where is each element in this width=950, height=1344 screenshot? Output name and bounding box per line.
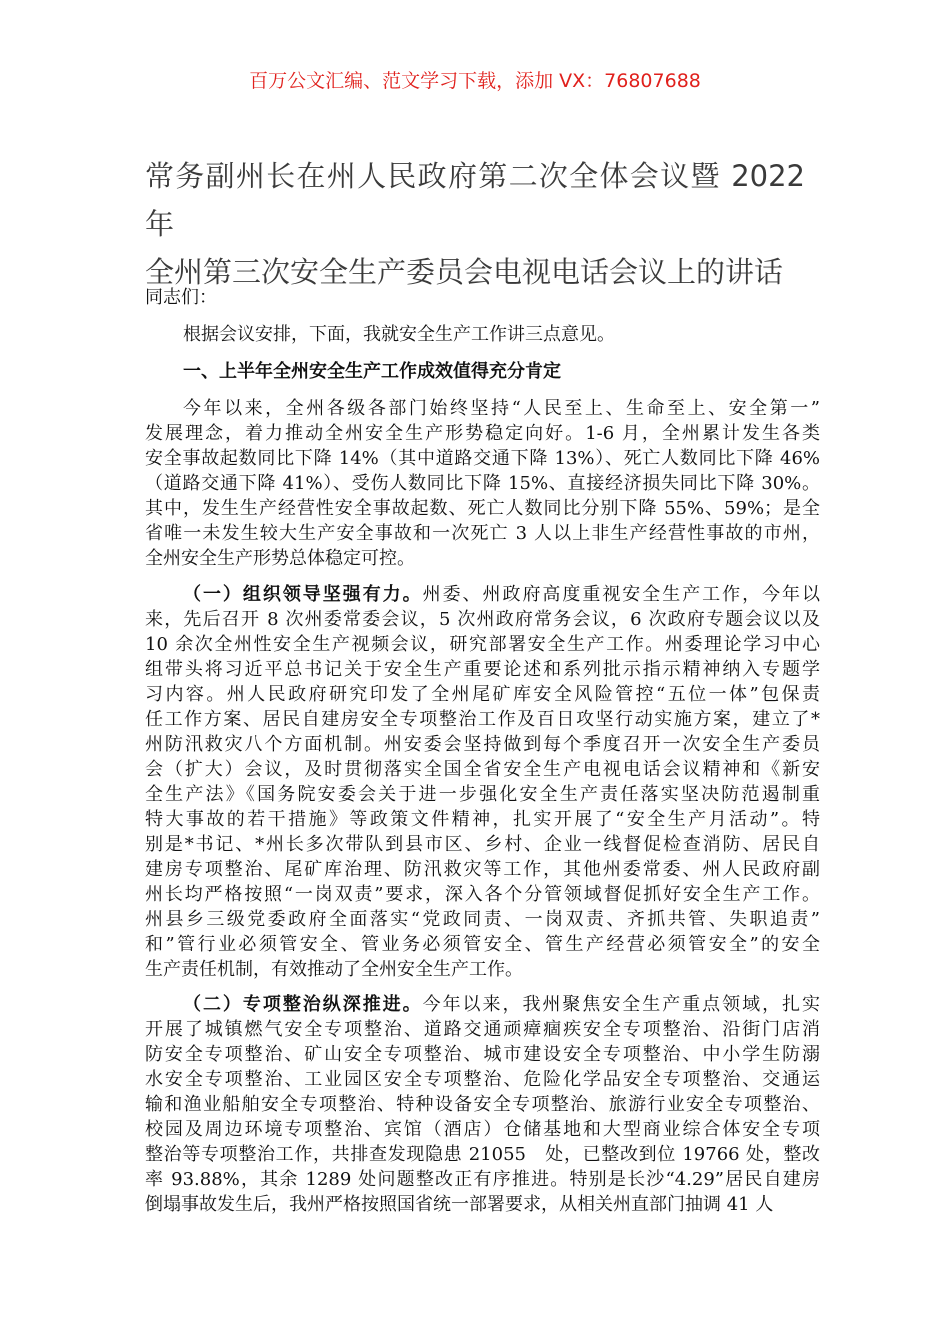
line-text: 州委、州政府高度重视安全生产工作，今年以 <box>422 584 821 605</box>
paragraph-line: 州防汛救灾八个方面机制。州安委会坚持做到每个季度召开一次安全生产委员 <box>145 734 820 755</box>
paragraph-line: 倒塌事故发生后，我州严格按照国省统一部署要求，从相关州直部门抽调 41 人 <box>145 1194 774 1215</box>
paragraph-line: 任工作方案、居民自建房安全专项整治工作及百日攻坚行动实施方案，建立了* <box>145 709 820 730</box>
heading-text: 一、上半年全州安全生产工作成效值得充分肯定 <box>183 361 561 382</box>
paragraph-line: 整治等专项整治工作，共排查发现隐患 21055 处，已整改到位 19766 处，整改 <box>145 1144 820 1165</box>
paragraph-line: 建房专项整治、尾矿库治理、防汛救灾等工作，其他州委常委、州人民政府副 <box>145 859 820 880</box>
paragraph-line: 组带头将习近平总书记关于安全生产重要论述和系列批示指示精神纳入专题学 <box>145 659 820 680</box>
paragraph-line: 防安全专项整治、矿山安全专项整治、城市建设安全专项整治、中小学生防溺 <box>145 1044 820 1065</box>
paragraph-line: 州长均严格按照“一岗双责”要求，深入各个分管领域督促抓好安全生产工作。 <box>145 884 820 905</box>
intro-paragraph <box>145 322 820 347</box>
watermark-banner: 百万公文汇编、范文学习下载，添加 VX：76807688 <box>249 70 701 92</box>
paragraph-line: 州县乡三级党委政府全面落实“党政同责、一岗双责、齐抓共管、失职追责” <box>145 909 820 930</box>
paragraph-line <box>145 992 820 1017</box>
paragraph-line: 安全事故起数同比下降 14%（其中道路交通下降 13%）、死亡人数同比下降 46% <box>145 448 820 469</box>
paragraph-line: 今年以来，全州各级各部门始终坚持“人民至上、生命至上、安全第一” <box>183 398 820 419</box>
paragraph-line: 发展理念，着力推动全州安全生产形势稳定向好。1-6 月，全州累计发生各类 <box>145 423 820 444</box>
title-line: 全州第三次安全生产委员会电视电话会议上的讲话 <box>145 255 784 289</box>
paragraph-line: 输和渔业船舶安全专项整治、特种设备安全专项整治、旅游行业安全专项整治、 <box>145 1094 820 1115</box>
paragraph-line: 率 93.88%，其余 1289 处问题整改正有序推进。特别是长沙“4.29”居民自建房 <box>145 1169 820 1190</box>
paragraph-line: 校园及周边环境专项整治、宾馆（酒店）仓储基地和大型商业综合体安全专项 <box>145 1119 820 1140</box>
subheading-lead: （一）组织领导坚强有力。 <box>183 584 423 605</box>
paragraph-line <box>145 582 820 607</box>
line-text: 今年以来，我州聚焦安全生产重点领域，扎实 <box>422 994 821 1015</box>
paragraph-line: 生产责任机制，有效推动了全州安全生产工作。 <box>145 959 523 980</box>
salutation-text: 同志们： <box>145 287 217 308</box>
paragraph-line: 别是*书记、*州长多次带队到县市区、乡村、企业一线督促检查消防、居民自 <box>145 834 820 855</box>
salutation <box>145 285 820 310</box>
section-heading-1 <box>145 359 820 384</box>
paragraph-line: 来，先后召开 8 次州委常委会议，5 次州政府常务会议，6 次政府专题会议以及 <box>145 609 820 630</box>
title-line: 常务副州长在州人民政府第二次全体会议暨 2022 年 <box>145 159 805 241</box>
paragraph-line: 10 余次全州性安全生产视频会议，研究部署安全生产工作。州委理论学习中心 <box>145 634 820 655</box>
paragraph-line: 全州安全生产形势总体稳定可控。 <box>145 548 415 569</box>
paragraph-line: 会（扩大）会议，及时贯彻落实全国全省安全生产电视电话会议精神和《新安 <box>145 759 820 780</box>
intro-text: 根据会议安排，下面，我就安全生产工作讲三点意见。 <box>183 324 615 345</box>
paragraph-rectification <box>145 992 820 1217</box>
paragraph-line: 省唯一未发生较大生产安全事故和一次死亡 3 人以上非生产经营性事故的市州， <box>145 523 820 544</box>
paragraph-leadership <box>145 582 820 982</box>
document-title <box>145 152 805 296</box>
paragraph-overview <box>145 396 820 571</box>
paragraph-line: 习内容。州人民政府研究印发了全州尾矿库安全风险管控“五位一体”包保责 <box>145 684 820 705</box>
paragraph-line: （道路交通下降 41%）、受伤人数同比下降 15%、直接经济损失同比下降 30%。 <box>145 473 820 494</box>
paragraph-line: 水安全专项整治、工业园区安全专项整治、危险化学品安全专项整治、交通运 <box>145 1069 820 1090</box>
paragraph-line: 全生产法》《国务院安委会关于进一步强化安全生产责任落实坚决防范遏制重 <box>145 784 820 805</box>
paragraph-line: 其中，发生生产经营性安全事故起数、死亡人数同比分别下降 55%、59%；是全 <box>145 498 820 519</box>
paragraph-line: 和”管行业必须管安全、管业务必须管安全、管生产经营必须管安全”的安全 <box>145 934 820 955</box>
paragraph-line: 特大事故的若干措施》等政策文件精神，扎实开展了“安全生产月活动”。特 <box>145 809 820 830</box>
subheading-lead: （二）专项整治纵深推进。 <box>183 994 423 1015</box>
paragraph-line: 开展了城镇燃气安全专项整治、道路交通顽瘴痼疾安全专项整治、沿街门店消 <box>145 1019 820 1040</box>
